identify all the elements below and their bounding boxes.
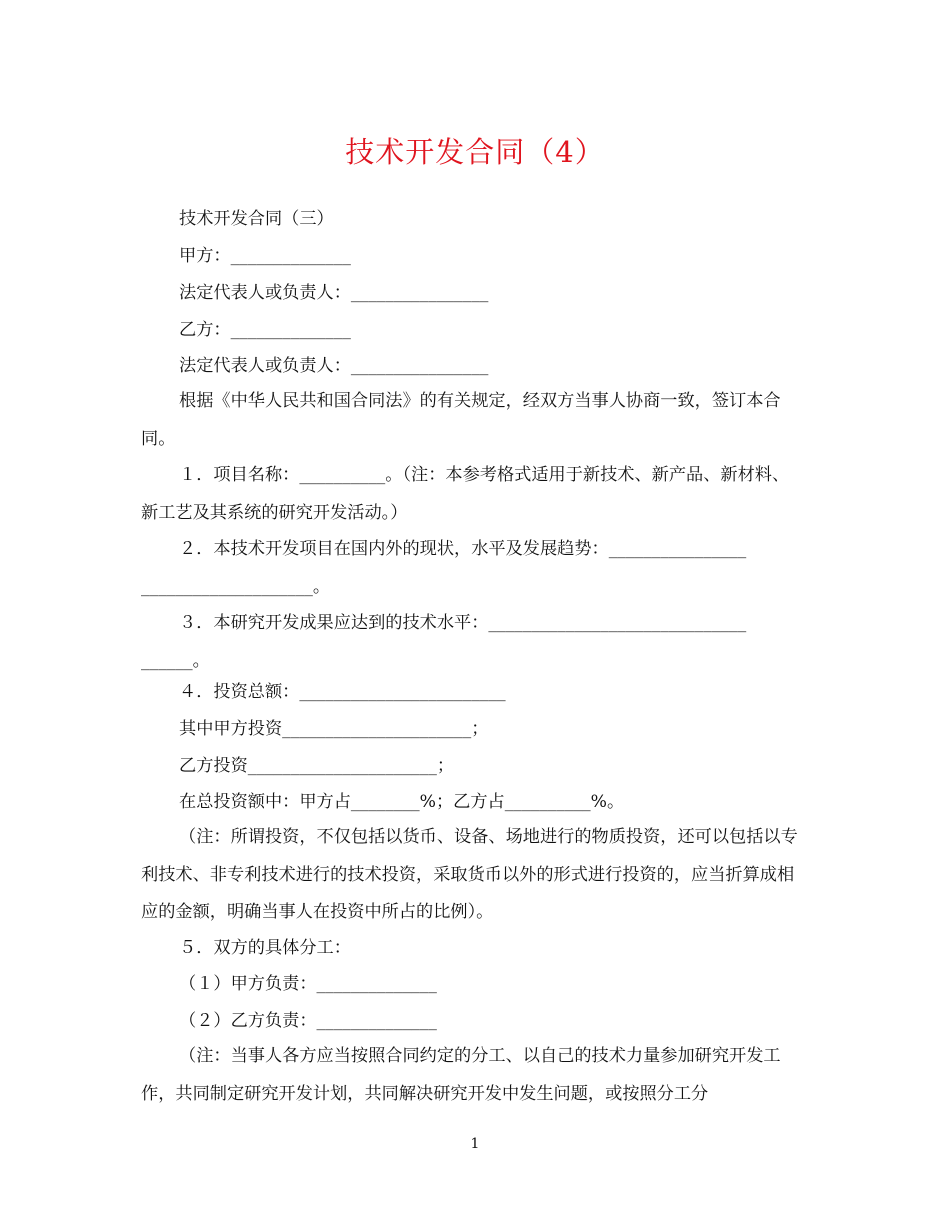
intro-paragraph: 根据《中华人民共和国合同法》的有关规定，经双方当事人协商一致，签订本合同。 — [141, 391, 781, 449]
division-party-b-line: （２）乙方负责：______________ — [179, 1011, 437, 1031]
division-party-a-line: （１）甲方负责：______________ — [179, 974, 437, 994]
party-a-line: 甲方：______________ — [179, 246, 351, 266]
page-number: 1 — [470, 1136, 480, 1152]
subtitle-line: 技术开发合同（三） — [179, 209, 334, 229]
party-b-rep-line: 法定代表人或负责人：________________ — [179, 356, 489, 376]
party-a-rep-line: 法定代表人或负责人：________________ — [179, 283, 489, 303]
investment-note-paragraph: （注：所谓投资，不仅包括以货币、设备、场地进行的物质投资，还可以包括以专利技术、非专利技术进行的技术投资，采取货币以外的形式进行投资的，应当折算成相应的金额，明确当事人在投资中所占的比例）。 — [141, 827, 798, 922]
investment-party-b-line: 乙方投资______________________； — [179, 756, 455, 776]
investment-total-line: ４．投资总额：________________________ — [179, 682, 506, 702]
document-title: 技术开发合同（4） — [345, 135, 605, 169]
investment-share-line: 在总投资额中：甲方占________%；乙方占__________%。 — [179, 792, 625, 812]
division-note-paragraph: （注：当事人各方应当按照合同约定的分工、以自己的技术力量参加研究开发工作，共同制定研究开发计划，共同解决研究开发中发生问题，或按照分工分 — [141, 1046, 781, 1104]
item-3-paragraph: ３．本研究开发成果应达到的技术水平：______________________________ ______。 — [141, 613, 747, 671]
investment-party-a-line: 其中甲方投资______________________； — [179, 719, 489, 739]
party-b-line: 乙方：______________ — [179, 320, 351, 340]
division-heading-line: ５．双方的具体分工： — [179, 938, 351, 958]
item-2-paragraph: ２．本技术开发项目在国内外的现状，水平及发展趋势：________________ ____________________。 — [141, 539, 747, 597]
item-1-paragraph: １．项目名称：__________。（注：本参考格式适用于新技术、新产品、新材料、新工艺及其系统的研究开发活动。） — [141, 465, 790, 523]
